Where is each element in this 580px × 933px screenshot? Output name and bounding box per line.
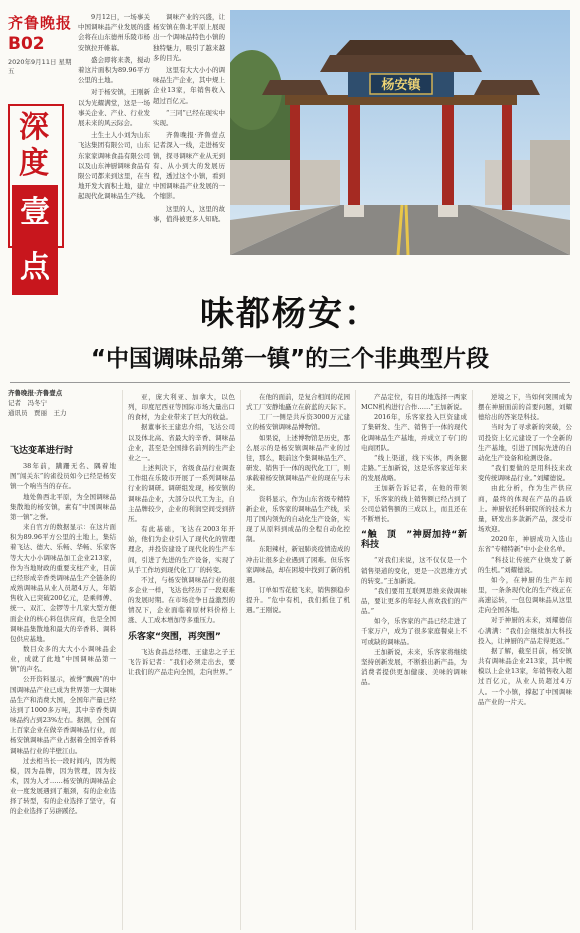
body-paragraph: 对于神厨的未来，刘耀德信心满满：“我们会继续加大科技投入，让神厨的产品走得更远。” xyxy=(478,616,572,645)
page-number: B02 xyxy=(8,34,45,54)
body-paragraph: 据董事长王建忠介绍，飞达公司以及体北高、省最大的辛香、调味品企业，甚至是全国排名前列的生产企业之一。 xyxy=(128,423,235,462)
body-column-4 xyxy=(361,392,467,928)
section-sub-label: 壹点 xyxy=(12,185,58,295)
body-column-1 xyxy=(10,440,116,928)
body-paragraph: 东阳辣村，新冠肺炎疫情造成的冲击让很多企业遇到了困难。但乐客家调味品，却在困境中找到了新的机遇。 xyxy=(246,545,350,584)
body-paragraph: 2020年，神厨成功入选山东省“专精特新”中小企业名单。 xyxy=(478,535,572,554)
column-divider xyxy=(355,390,356,930)
intro-paragraph: 这里的人，这里的故事，值得被更多人知晓。 xyxy=(153,204,225,223)
body-column-2 xyxy=(128,392,235,928)
body-column-5 xyxy=(478,392,572,928)
body-paragraph: 当时为了寻求新的突破，公司投资上亿元建设了一个全新的生产基地，引进了国际先进的自动化生产设备和检测设备。 xyxy=(478,423,572,462)
body-paragraph: “科技让传统产业焕发了新的生机。”刘耀德说。 xyxy=(478,555,572,574)
section-title: 深度 xyxy=(19,110,49,181)
gate-plaque-text: 杨安镇 xyxy=(381,78,421,93)
body-paragraph: 王加新告诉记者，在他的带领下，乐客家的线上销售额已经占到了公司总销售额的三成以上，而且还在不断增长。 xyxy=(361,484,467,523)
headline: 味都杨安： xyxy=(200,294,380,334)
body-paragraph: 38年前，蹒跚无名、隅着地图“闯关东”的雀役员如今已经是杨安镇一个响当当的存在。 xyxy=(10,462,116,491)
paper-name: 齐鲁晚报 xyxy=(8,14,73,32)
body-paragraph: “线上渠道，线下实体，两条腿走路。”王加新说，这是乐客家近年来的发展战略。 xyxy=(361,453,467,483)
intro-paragraph: “三同”已经在现实中实现。 xyxy=(153,108,225,128)
body-paragraph: 据了解，截至目前，杨安镇共有调味品企业213家，其中规模以上企业13家，年销售收入超过百亿元，从业人员超过4万人。一个小镇，撑起了中国调味品产业的一片天。 xyxy=(478,646,572,706)
byline-line: 通讯员 贾丽 王力 xyxy=(8,409,67,417)
body-paragraph: 由此分析，作为生产供应商，最终的体现在产品的品质上。神厨依托科研院所的技术力量，研发出多款新产品，深受市场欢迎。 xyxy=(478,484,572,534)
body-column-3 xyxy=(246,392,350,928)
gate-illustration xyxy=(230,10,570,255)
intro-paragraph: 齐鲁晚报·齐鲁壹点记者深入一线，走进杨安镇，探寻调味产业从无到有、从小到大的发展历程，透过这个小镇，看到中国调味品产业发展的一个缩影。 xyxy=(153,131,225,201)
body-paragraph: 有此基础，飞达在2003年开始，他们为企业引入了现代化的管理理念，并投资建设了现代化的生产车间，引进了先进的生产设备，实现了从手工作坊到现代化工厂的转变。 xyxy=(128,525,235,574)
body-paragraph: 公开资料显示，被誉“飘碗”的中国调味品产业已成为世界第一大调味品生产和消费大国，全国年产量已经达到了1000多万吨，其中辛香类调味品约占到23%左右。据测，全国有上百家企业在做辛香调味品行业，而杨安镇调味品产业占据着全国辛香料调味品行业的半壁江山。 xyxy=(10,675,116,755)
column-divider xyxy=(122,390,123,930)
body-paragraph: 地处鲁西北平原，为全国调味品集散地的杨安镇，素有“中国调味品第一镇”之誉。 xyxy=(10,492,116,521)
body-paragraph: 如果说，上述博物馆是历史，那么展示的是杨安镇调味品产业的过往，那么，眼前这个集调味品生产、研发、销售于一体的现代化工厂，则承载着杨安镇调味品产业的现在与未来。 xyxy=(246,433,350,493)
intro-paragraph: 这里有大大小小的调味品生产企业，其中规上企业13家，年销售收入超过百亿元。 xyxy=(153,66,225,105)
intro-paragraph: 9月12日，一场事关中国调味品产业发展的盛会将在山东德州乐陵市杨安镇拉开帷幕。 xyxy=(78,13,150,52)
body-paragraph: 订单如雪花般飞来，销售额稳步提升。“危中有机，我们抓住了机遇。”王刚说。 xyxy=(246,585,350,615)
body-paragraph: 资料显示，作为山东省级专精特新企业，乐客家的调味品生产线，采用了国内领先的自动化生产设备，实现了从原料到成品的全程自动化控制。 xyxy=(246,494,350,544)
byline xyxy=(8,388,103,418)
body-paragraph: 不过，与杨安镇调味品行业的很多企业一样，飞达也经历了一段艰难的发展时期。在市场竞争日益激烈的情况下，企业面临着原材料价格上涨、人工成本增加等多重压力。 xyxy=(128,575,235,625)
body-paragraph: 过去相当长一段时间内，因为规模，因为品牌，因为管理，因为技术，因为人才……杨安镇的调味品企业一度发展遇到了瓶颈，有的企业选择了转型，有的企业选择了坚守，有的企业选择了另辟蹊径。 xyxy=(10,756,116,816)
intro-column-2 xyxy=(153,12,225,248)
body-paragraph: “我们要做的是用科技来改变传统调味品行业。”刘耀德说。 xyxy=(478,464,572,483)
body-paragraph: 上述判决下，省级食品行业调查工作组在乐陵市开展了一系列调味品行业的调研。调研组发现，杨安镇的调味品企业，大部分以代工为主，自主品牌较少，企业的利润空间受到挤压。 xyxy=(128,464,235,523)
intro-paragraph: 盛会即将来袭，搅动着这片面积为89.96平方公里的土地。 xyxy=(78,55,150,85)
issue-date: 2020年9月11日 星期五 xyxy=(8,58,72,75)
headline-rule xyxy=(10,382,570,383)
section-heading-2: 乐客家“突围，再突围” xyxy=(128,631,221,642)
body-paragraph: “对我们来说，这不仅仅是一个销售渠道的变化，更是一次思维方式的转变。”王加新说。 xyxy=(361,556,467,585)
masthead xyxy=(0,0,76,285)
body-paragraph: 如今，乐客家的产品已经走进了千家万户，成为了很多家庭餐桌上不可或缺的调味品。 xyxy=(361,617,467,646)
body-paragraph: 数目众多的大大小小调味品企业，成就了此地“中国调味品第一镇”的声名。 xyxy=(10,644,116,674)
section-heading-3: “触 顶 ”神厨加持“新科技 xyxy=(361,530,467,551)
column-divider xyxy=(240,390,241,930)
subheadline: “中国调味品第一镇”的三个非典型片段 xyxy=(90,346,490,372)
body-paragraph: 产品定位，有目的地选择一两家MCN机构进行合作……”王加新说。 xyxy=(361,393,467,412)
town-gate-photo xyxy=(230,10,570,255)
body-paragraph: 在他的面前，是复合相间的花园式工厂安静地矗立在蔚蓝的天际下。 xyxy=(246,393,350,412)
body-paragraph: “我们要用互联网思维来做调味品，要让更多的年轻人喜欢我们的产品。” xyxy=(361,586,467,616)
intro-paragraph: 调味产业的兴盛，让杨安镇在鲁北平原上展现出一个调味品特色小镇的独特魅力，吸引了越来越多的目光。 xyxy=(153,13,225,62)
body-paragraph: 2016年，乐客家投入巨资建成了集研发、生产、销售于一体的现代化调味品生产基地，并成立了专门的电商团队。 xyxy=(361,413,467,452)
body-paragraph: 来自官方的数据显示：在这片面积为89.96平方公里的土地上，集结着飞达、德大、乐畅、华畅、乐家客等大大小小调味品加工企业213家，作为当地财政的重要支柱产业，目前已经形成辛香类调味品生产全链条的成熟调味品从业人员超4万人，年销售收入已突破200亿元，是乘师傅、统一、双汇、金锣等十几家大型方便面企业的核心料包供应商，也是全国调味品集散地和最大的辛香料、调料包供应基地。 xyxy=(10,523,116,643)
intro-column-1 xyxy=(78,12,150,248)
body-paragraph: 王加新说，未来，乐客家将继续坚持创新发展，不断推出新产品，为消费者提供更加健康、美味的调味品。 xyxy=(361,647,467,687)
body-paragraph: 逆境之下，当如何突围成为摆在神厨面前的首要问题，刘耀德给出的答案是科技。 xyxy=(478,393,572,422)
body-paragraph: 工厂一侧是共斥资3000万元建立的杨安镇调味品博物馆。 xyxy=(246,413,350,432)
section-heading-1: 飞达变革进行时 xyxy=(10,446,74,456)
intro-paragraph: 对于杨安镇，王刚新以为光耀满堂，这是一场事关企业、产业、行业发展未来的风云际会。 xyxy=(78,88,150,128)
byline-line: 记者 冯冬宁 xyxy=(8,399,47,407)
column-divider xyxy=(472,390,473,930)
body-paragraph: 亚，庞大利亚、加拿大，以色列，印度尼西亚等国际市场大量出口的食材，为企业带来了巨大的收益。 xyxy=(128,393,235,422)
intro-paragraph: 土生土人小刘为山东飞达集团有限公司，山东东家家调味食品有限公司以及山东神厨调味食品有限公司都来到这里，在当地开发大面积土地，建立起现代化调味品生产线。 xyxy=(78,131,150,201)
body-paragraph: 飞达食品总经理、王建忠之子王飞告诉记者：“我们必须走出去，要让我们的产品走向全国，走向世界。” xyxy=(128,647,235,677)
body-paragraph: 如今，在神厨的生产车间里，一条条现代化的生产线正在高速运转，一包包调味品从这里走向全国各地。 xyxy=(478,575,572,615)
byline-line: 齐鲁晚报·齐鲁壹点 xyxy=(8,389,63,397)
